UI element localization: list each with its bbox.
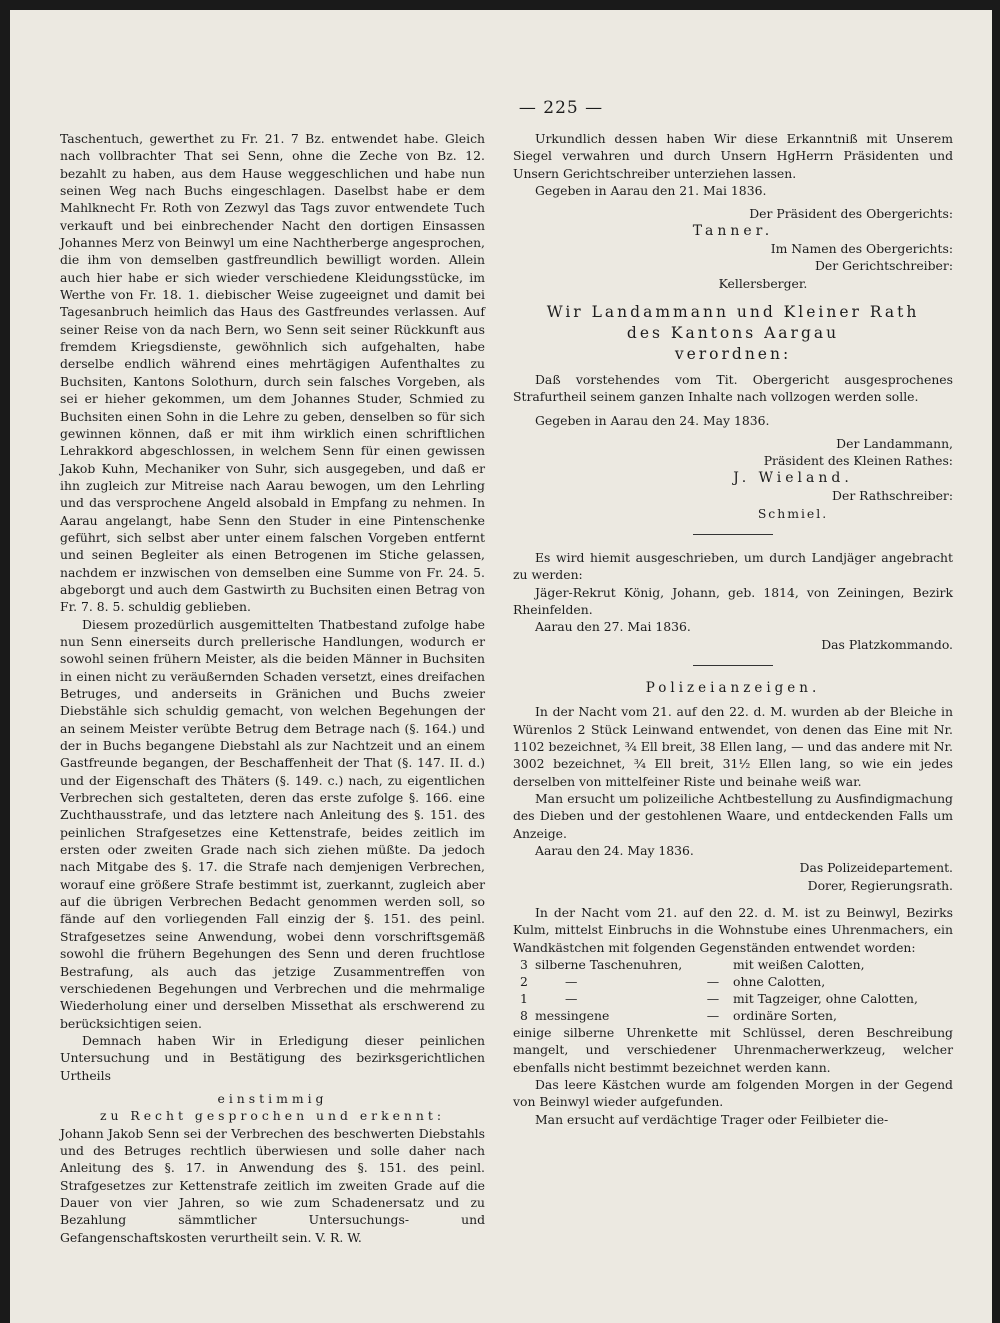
signature-name-4: Schmiel. [757,505,829,521]
police-signature-1: Das Polizeidepartement. [799,860,953,876]
list-item: 3 silberne Taschenuhren, mit weißen Calotten, [520,957,865,973]
police-signature-2: Dorer, Regierungsrath. [807,877,953,893]
date-line-1: Gegeben in Aarau den 21. Mai 1836. [535,183,767,199]
signature-title-2: Im Namen des Obergerichts: [770,241,953,257]
police-paragraph-2: Man ersucht um polizeiliche Achtbestellung zu Ausfindigmachung des Dieben und der gestohlenen Waare, und entdeckenden Falls um Anzeige. [513,790,953,841]
police-section-title: Polizeianzeigen. [645,679,821,696]
notice-item: Jäger-Rekrut König, Johann, geb. 1814, von Zeiningen, Bezirk Rheinfelden. [513,584,953,617]
document-page [10,10,992,1323]
signature-title-1: Der Präsident des Obergerichts: [749,206,953,222]
notice-date: Aarau den 27. Mai 1836. [535,619,691,635]
police-paragraph-6: Man ersucht auf verdächtige Trager oder Feilbieter die- [535,1111,889,1127]
page-number: — 225 — [518,98,604,118]
right-paragraph-1: Urkundlich dessen haben Wir diese Erkanntniß mit Unserem Siegel verwahren und durch Unsern HgHerrn Präsidenten und Unsern Gerichtschreiber unterziehen lassen. [513,131,953,181]
divider-1 [693,534,773,535]
decree-heading-1: Wir Landammann und Kleiner Rath [546,303,920,322]
signature-name-3: J. Wieland. [733,469,853,486]
list-item: 8 messingene — ordinäre Sorten, [520,1008,837,1024]
right-paragraph-2: Daß vorstehendes vom Tit. Obergericht ausgesprochenes Strafurtheil seinem ganzen Inhalte nach vollzogen werden solle. [513,372,953,405]
notice-text: Es wird hiemit ausgeschrieben, um durch Landjäger angebracht zu werden: [513,549,953,583]
date-line-2: Gegeben in Aarau den 24. May 1836. [535,412,770,428]
police-paragraph-1: In der Nacht vom 21. auf den 22. d. M. wurden ab der Bleiche in Würenlos 2 Stück Leinwand entwendet, von denen das Eine mit Nr. 1102 bezeichnet, ¾ Ell breit, 38 Ellen lang, — und das andere mit Nr. 3002 bezeichnet, ¾ Ell breit, 31½ Ellen lang, so wie ein jedes derselben von mittelfeiner Riste und beinahe weiß war. [513,704,953,789]
stolen-items-list [513,956,953,1024]
left-paragraph-3: Demnach haben Wir in Erledigung dieser peinlichen Untersuchung und in Bestätigung des bezirksgerichtlichen Urtheils [60,1032,485,1083]
verdict-heading-2: zu Recht gesprochen und erkennt: [99,1108,446,1124]
right-column [513,130,953,1128]
list-item: 1 — — mit Tagzeiger, ohne Calotten, [520,991,918,1007]
signature-name-1: Tanner. [692,222,774,239]
divider-2 [693,665,773,666]
signature-title-4: Der Landammann, [836,436,953,452]
left-paragraph-4: Johann Jakob Senn sei der Verbrechen des beschwerten Diebstahls und des Betruges rechtlich überwiesen und solle daher nach Anleitung des §. 17. in Anwendung des §. 151. des peinl. Strafgesetzes zur Kettenstrafe zeitlich im zweiten Grade auf die Dauer von vier Jahren, so wie zum Schadenersatz und zu Bezahlung sämmtlicher Untersuchungs- und Gefangenschaftskosten verurtheilt sein. V. R. W. [60,1125,485,1245]
notice-signature: Das Platzkommando. [821,636,953,652]
police-paragraph-3: In der Nacht vom 21. auf den 22. d. M. ist zu Beinwyl, Bezirks Kulm, mittelst Einbruchs in die Wohnstube eines Uhrenmachers, ein Wandkästchen mit folgenden Gegenständen entwendet worden: [513,905,953,955]
police-paragraph-5: Das leere Kästchen wurde am folgenden Morgen in der Gegend von Beinwyl wieder aufgefunden. [513,1077,953,1110]
signature-title-6: Der Rathschreiber: [832,488,953,504]
signature-title-5: Präsident des Kleinen Rathes: [763,453,953,469]
signature-name-2: Kellersberger. [718,275,808,291]
left-column [60,130,485,1246]
decree-heading-2: des Kantons Aargau [626,324,840,343]
verdict-heading-1: einstimmig [217,1090,328,1106]
list-item: 2 — — ohne Calotten, [520,974,826,990]
left-paragraph-2: Diesem prozedürlich ausgemittelten Thatbestand zufolge habe nun Senn einerseits durch prellerische Handlungen, wodurch er sowohl seinen frühern Meister, als die beiden Männer in Buchsiten in einen nicht zu veräußernden Schaden versetzt, eines dreifachen Betruges, und anderseits in Gränichen und Buchs zweier Diebstähle sich schuldig gemacht, von welchen Begehungen der an seinem Meister verübte Betrug dem Betrage nach (§. 164.) und der in Buchs begangene Diebstahl als zur Nachtzeit und an einem Gastfreunde begangen, der Beschaffenheit der That (§. 147. II. d.) und der Eigenschaft des Thäters (§. 149. c.) nach, zu eigentlichen Verbrechen sich gestalteten, deren das erste zufolge §. 166. eine Zuchthausstrafe, und das letztere nach Anleitung des §. 151. des peinlichen Strafgesetzes eine Kettenstrafe, beides zeitlich im ersten oder zweiten Grade nach sich ziehen müßte. Da jedoch nach Mitgabe des §. 17. die Strafe nach demjenigen Verbrechen, worauf eine größere Strafe bestimmt ist, zuerkannt, zugleich aber auf die übrigen Verbrechen Bedacht genommen werden soll, so fände auf den vorliegenden Fall einzig der §. 151. des peinl. Strafgesetzes seine Anwendung, wobei denn vorschriftsgemäß sowohl die frühern Begehungen des Senn und deren fruchtlose Bestrafung, als auch das jetzige Zusammentreffen von verschiedenen Begehungen und Verbrechen und die mehrmalige Wiederholung einer und derselben Missethat als erschwerend zu berücksichtigen seien. [60,616,485,1031]
left-paragraph-1: Taschentuch, gewerthet zu Fr. 21. 7 Bz. entwendet habe. Gleich nach vollbrachter That sei Senn, ohne die Zeche von Bz. 12. bezahlt zu haben, aus dem Hause weggeschlichen und habe nun seinen Weg nach Buchs eingeschlagen. Daselbst habe er dem Mahlknecht Fr. Roth von Zezwyl das Tags zuvor entwendete Tuch verkauft und bei einbrechender Nacht den dortigen Einsassen Johannes Merz von Beinwyl um eine Nachtherberge angesprochen, die ihm von demselben gastfreundlich bewilligt worden. Allein auch hier habe er sich wieder verschiedene Kleidungsstücke, im Werthe von Fr. 18. 1. diebischer Weise zugeeignet und damit bei Tagesanbruch heimlich das Haus des Gastfreundes verlassen. Auf seiner Reise von da nach Bern, wo Senn seit seiner Rückkunft aus fremdem Kriegsdienste, gewöhnlich sich aufgehalten, habe derselbe endlich während eines mehrtägigen Aufenthaltes zu Buchsiten, Kantons Solothurn, durch sein falsches Vorgeben, als sei er hieher gekommen, um dem Johannes Studer, Schmied zu Buchsiten einen Sohn in die Lehre zu geben, denselben so für sich gewinnen können, daß er mit ihm wirklich einen schriftlichen Lehrakkord abgeschlossen, in welchem Senn für einen gewissen Jakob Kuhn, Mechaniker von Suhr, sich ausgegeben, und daß er ihn zugleich zur Mitreise nach Aarau bewogen, um den Lehrling und das versprochene Angeld alsobald in Empfang zu nehmen. In Aarau angelangt, habe Senn den Studer in eine Pintenschenke geführt, sich selbst aber unter einem falschen Vorgeben entfernt und seinen Begleiter als einen Betrogenen im Stiche gelassen, nachdem er inzwischen von demselben eine Summe von Fr. 24. 5. abgeborgt und auch dem Gastwirth zu Buchsiten einen Betrag von Fr. 7. 8. 5. schuldig geblieben. [60,131,485,615]
signature-title-3: Der Gerichtschreiber: [814,258,953,274]
police-date: Aarau den 24. May 1836. [535,843,694,858]
police-paragraph-4: einige silberne Uhrenkette mit Schlüssel, deren Beschreibung mangelt, und verschiedener Uhrenmacherwerkzeug, welcher ebenfalls nicht bestimmt bezeichnet werden kann. [513,1025,953,1075]
decree-heading-3: verordnen: [674,345,792,364]
